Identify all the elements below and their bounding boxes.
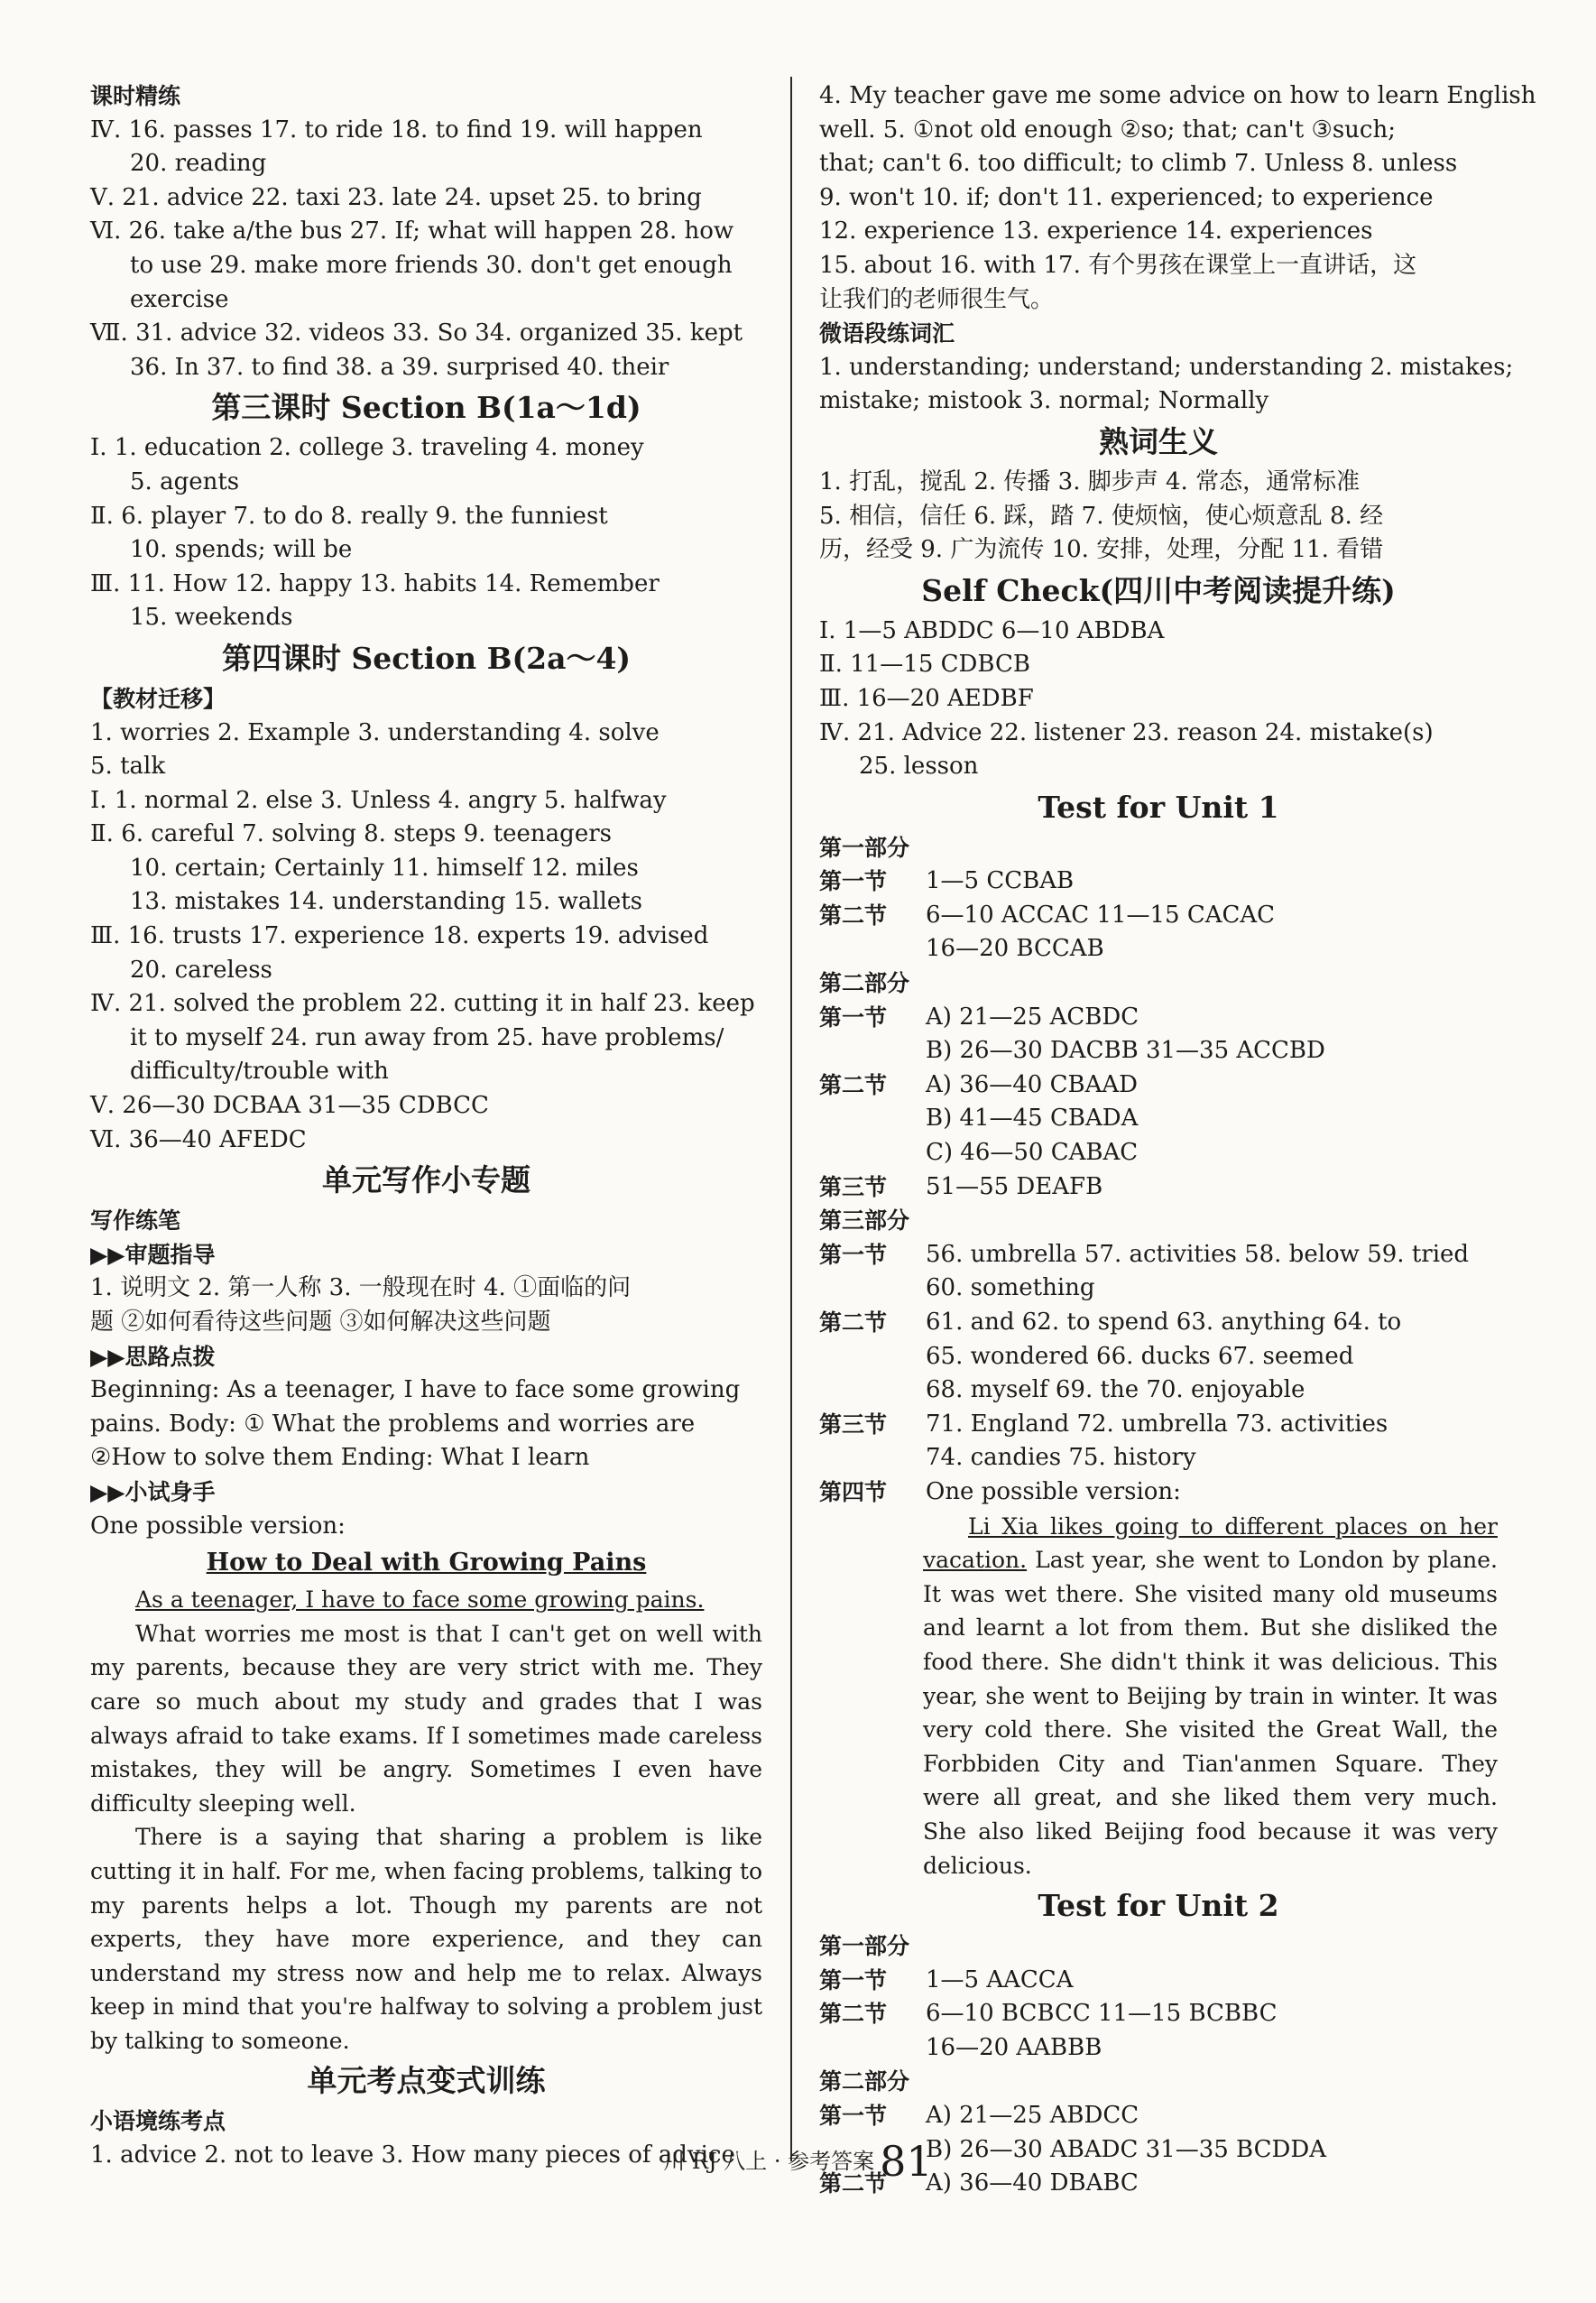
answer-row [819, 1475, 1498, 1510]
part-label: 第一部分 [819, 834, 910, 861]
answer-line: 13. mistakes 14. understanding 15. wallets [130, 888, 643, 916]
answer-line: One possible version: [90, 1512, 346, 1540]
answer-row [819, 2099, 1498, 2133]
answer-row [819, 1068, 1498, 1103]
essay-paragraph: What worries me most is that I can't get on well with my parents, because they are very strict with me. They care so much about my study and grades that I was always afraid to take exams. If I sometimes made careless mistakes, they will be angry. Sometimes I even have difficulty sleeping well. [90, 1620, 762, 1817]
subsection-label: ▶▶小试身手 [90, 1478, 216, 1505]
answer-row [819, 1001, 1498, 1035]
row-answers: 6—10 BCBCC 11—15 BCBBC [926, 2000, 1278, 2028]
answer-line: 15. about 16. with 17. 有个男孩在课堂上一直讲话，这 [819, 251, 1417, 279]
row-answers: 6—10 ACCAC 11—15 CACAC [926, 901, 1276, 929]
section-heading: 单元写作小专题 [322, 1162, 530, 1198]
essay-body: Last year, she went to London by plane. It was wet there. She visited many old museums and learnt a lot from them. But she disliked the food there. She didn't think it was delicious. This year, she went to Beijing by train in winter. It was very cold there. She visited the Great Wall, the Forbbiden City and Tian'anmen Square. They were all great, and she liked them very much. She also liked Beijing food because it was very delicious. [923, 1547, 1498, 1879]
answer-row [819, 1238, 1498, 1272]
section-heading: 熟词生义 [1099, 423, 1218, 459]
answer-row [819, 1997, 1498, 2031]
answer-line: Ⅲ. 16. trusts 17. experience 18. experts 19. advised [90, 922, 709, 950]
answer-row [819, 1102, 1498, 1136]
answer-line: Ⅰ. 1—5 ABDDC 6—10 ABDBA [819, 616, 1165, 644]
answer-line: Ⅲ. 11. How 12. happy 13. habits 14. Remember [90, 569, 660, 597]
answer-line: Ⅳ. 16. passes 17. to ride 18. to find 19. will happen [90, 116, 703, 143]
right-column [819, 79, 1536, 2201]
answer-line: 题 ②如何看待这些问题 ③如何解决这些问题 [90, 1309, 551, 1336]
subsection-label: ▶▶审题指导 [90, 1241, 216, 1268]
answer-line: 5. talk [90, 753, 166, 781]
section-heading: 第四课时 Section B(2a～4) [221, 640, 632, 676]
answer-line: Ⅶ. 31. advice 32. videos 33. So 34. organized 35. kept [90, 319, 743, 347]
row-section-label: 第二节 [819, 1309, 888, 1336]
answer-rows [819, 1964, 1498, 2066]
answer-line: Ⅱ. 6. player 7. to do 8. really 9. the funniest [90, 502, 608, 530]
answer-row [819, 1964, 1498, 1998]
answer-line: Ⅱ. 6. careful 7. solving 8. steps 9. teenagers [90, 820, 612, 848]
row-section-label [819, 1136, 926, 1170]
essay-paragraph: There is a saying that sharing a problem is like cutting it in half. For me, when facing problems, talking to my parents helps a lot. Though my parents are not experts, they have more experience, and they can understand my stress now and help me to relax. Always keep in mind that you're halfway to solving a problem just by talking to someone. [90, 1824, 762, 2054]
answer-line: Ⅵ. 26. take a/the bus 27. If; what will happen 28. how [90, 217, 734, 245]
section-heading: Test for Unit 1 [1038, 789, 1279, 825]
section-label: 【教材迁移】 [90, 685, 226, 712]
row-answers: 1—5 CCBAB [926, 867, 1075, 895]
row-answers: B) 41—45 CBADA [926, 1105, 1139, 1133]
answer-row [819, 1034, 1498, 1068]
row-section-label: 第三节 [819, 1410, 888, 1438]
essay-first-sentence: Li Xia likes going to different places on her vacation. [923, 1512, 1498, 1574]
answer-line: 9. won't 10. if; don't 11. experienced; to experience [819, 183, 1434, 211]
row-section-label: 第三节 [819, 1173, 888, 1200]
subsection-label: ▶▶思路点拨 [90, 1343, 216, 1370]
row-answers: 74. candies 75. history [926, 1444, 1196, 1472]
answer-row [819, 865, 1498, 899]
answer-row [819, 932, 1498, 967]
answer-rows [819, 1238, 1498, 1510]
row-answers: One possible version: [926, 1477, 1181, 1505]
answer-line: Ⅴ. 26—30 DCBAA 31—35 CDBCC [90, 1092, 489, 1120]
part-label: 第三部分 [819, 1207, 910, 1235]
part-label: 第二部分 [819, 970, 910, 997]
row-section-label: 第一节 [819, 868, 888, 895]
row-answers: 16—20 BCCAB [926, 935, 1104, 963]
section-heading: Test for Unit 2 [1038, 1888, 1279, 1924]
row-section-label: 第一节 [819, 1004, 888, 1031]
answer-row [819, 2031, 1498, 2066]
page-number: 81 [880, 2137, 933, 2186]
answer-rows [819, 1001, 1498, 1205]
row-answers: A) 36—40 DBABC [926, 2169, 1139, 2197]
row-section-label [819, 1441, 926, 1475]
section-heading: 单元考点变式训练 [307, 2063, 546, 2099]
row-section-label: 第二节 [819, 1071, 888, 1098]
row-answers: A) 21—25 ABDCC [926, 2102, 1139, 2130]
answer-row [819, 1136, 1498, 1170]
section-heading: 第三课时 Section B(1a～1d) [211, 390, 641, 426]
page-footer [0, 2137, 1596, 2186]
row-section-label: 第一节 [819, 1966, 888, 1993]
answer-line: Ⅴ. 21. advice 22. taxi 23. late 24. upset 25. to bring [90, 183, 702, 211]
answer-line: to use 29. make more friends 30. don't get enough [130, 251, 733, 279]
answer-line: Ⅰ. 1. education 2. college 3. traveling 4. money [90, 434, 644, 462]
model-essay [923, 1510, 1498, 1883]
row-section-label [819, 1373, 926, 1408]
row-answers: B) 26—30 DACBB 31—35 ACCBD [926, 1037, 1325, 1065]
answer-line: 历，经受 9. 广为流传 10. 安排，处理，分配 11. 看错 [819, 536, 1384, 564]
section-label: 微语段练词汇 [819, 320, 955, 347]
answer-line: 1. advice 2. not to leave 3. How many pieces of advice [90, 2141, 735, 2169]
row-section-label: 第一节 [819, 2103, 888, 2130]
row-section-label [819, 1034, 926, 1068]
answer-line: 1. 打乱，搅乱 2. 传播 3. 脚步声 4. 常态，通常标准 [819, 467, 1361, 495]
row-answers: B) 26—30 ABADC 31—35 BCDDA [926, 2135, 1326, 2163]
answer-row [819, 899, 1498, 933]
answer-line: 让我们的老师很生气。 [819, 285, 1055, 313]
row-answers: C) 46—50 CABAC [926, 1139, 1139, 1167]
answer-row [819, 1340, 1498, 1374]
answer-line: it to myself 24. run away from 25. have problems/ [130, 1023, 724, 1051]
answer-line: pains. Body: ① What the problems and worries are [90, 1410, 696, 1438]
row-section-label: 第二节 [819, 2001, 888, 2028]
row-section-label: 第一节 [819, 1241, 888, 1268]
answer-line: 10. certain; Certainly 11. himself 12. miles [130, 854, 639, 882]
answer-row [819, 1441, 1498, 1475]
row-answers: 65. wondered 66. ducks 67. seemed [926, 1342, 1354, 1370]
row-answers: 16—20 AABBB [926, 2033, 1102, 2061]
left-column [90, 79, 762, 2173]
answer-line: Ⅳ. 21. Advice 22. listener 23. reason 24. mistake(s) [819, 718, 1434, 746]
essay-title: How to Deal with Growing Pains [206, 1549, 647, 1577]
answer-line: 25. lesson [859, 753, 979, 781]
answer-row [819, 1408, 1498, 1442]
answer-line: ②How to solve them Ending: What I learn [90, 1444, 590, 1472]
row-answers: 56. umbrella 57. activities 58. below 59. tried [926, 1240, 1470, 1268]
answer-line: Ⅳ. 21. solved the problem 22. cutting it in half 23. keep [90, 990, 755, 1018]
answer-line: Ⅵ. 36—40 AFEDC [90, 1125, 307, 1153]
answer-line: 10. spends; will be [130, 536, 353, 564]
section-label: 写作练笔 [90, 1207, 181, 1235]
section-label: 小语境练考点 [90, 2108, 226, 2135]
answer-line: well. 5. ①not old enough ②so; that; can't ③such; [819, 116, 1396, 143]
answer-line: 5. agents [130, 467, 240, 495]
answer-line: 1. 说明文 2. 第一人称 3. 一般现在时 4. ①面临的问 [90, 1274, 632, 1302]
row-answers: 71. England 72. umbrella 73. activities [926, 1410, 1388, 1438]
row-answers: 68. myself 69. the 70. enjoyable [926, 1376, 1305, 1404]
answer-line: Ⅱ. 11—15 CDBCB [819, 651, 1030, 679]
row-answers: A) 21—25 ACBDC [926, 1003, 1139, 1031]
answer-rows [819, 865, 1498, 967]
part-label: 第一部分 [819, 1933, 910, 1960]
section-label: 课时精练 [90, 83, 181, 109]
answer-row [819, 1373, 1498, 1408]
answer-line: difficulty/trouble with [130, 1058, 389, 1086]
footer-text: 川 RJ 八上 · 参考答案 [663, 2149, 875, 2174]
row-answers: A) 36—40 CBAAD [926, 1070, 1139, 1098]
row-section-label [819, 1340, 926, 1374]
answer-line: 36. In 37. to find 38. a 39. surprised 40. their [130, 353, 669, 381]
essay-paragraph [90, 1583, 762, 1617]
row-section-label: 第二节 [819, 902, 888, 929]
row-section-label [819, 1272, 926, 1306]
row-section-label: 第四节 [819, 1478, 888, 1505]
answer-line: exercise [130, 285, 229, 313]
row-section-label [819, 932, 926, 967]
row-answers: 61. and 62. to spend 63. anything 64. to [926, 1309, 1402, 1336]
column-divider [790, 77, 792, 2161]
answer-line: mistake; mistook 3. normal; Normally [819, 387, 1269, 415]
answer-line: that; can't 6. too difficult; to climb 7. Unless 8. unless [819, 150, 1458, 178]
row-section-label [819, 1102, 926, 1136]
essay-first-sentence: As a teenager, I have to face some growing pains. [135, 1586, 705, 1614]
answer-line: 20. reading [130, 150, 267, 178]
answer-line: Ⅰ. 1. normal 2. else 3. Unless 4. angry 5. halfway [90, 786, 667, 814]
answer-line: 12. experience 13. experience 14. experiences [819, 217, 1373, 245]
answer-line: 15. weekends [130, 604, 293, 632]
answer-line: 1. worries 2. Example 3. understanding 4. solve [90, 718, 660, 746]
answer-row [819, 1272, 1498, 1306]
row-section-label: 第二节 [819, 2170, 888, 2197]
answer-line: 1. understanding; understand; understanding 2. mistakes; [819, 353, 1514, 381]
part-label: 第二部分 [819, 2068, 910, 2095]
answer-line: Ⅲ. 16—20 AEDBF [819, 684, 1034, 712]
answer-row [819, 1306, 1498, 1340]
row-answers: 1—5 AACCA [926, 1965, 1074, 1993]
answer-line: 4. My teacher gave me some advice on how to learn English [819, 82, 1536, 109]
answer-line: 5. 相信，信任 6. 踩，踏 7. 使烦恼，使心烦意乱 8. 经 [819, 502, 1384, 530]
row-section-label [819, 2031, 926, 2066]
answer-line: 20. careless [130, 956, 272, 984]
answer-line: Beginning: As a teenager, I have to face some growing [90, 1376, 741, 1404]
row-answers: 60. something [926, 1274, 1095, 1302]
answer-row [819, 1170, 1498, 1205]
section-heading: Self Check(四川中考阅读提升练) [921, 572, 1396, 608]
row-answers: 51—55 DEAFB [926, 1172, 1103, 1200]
